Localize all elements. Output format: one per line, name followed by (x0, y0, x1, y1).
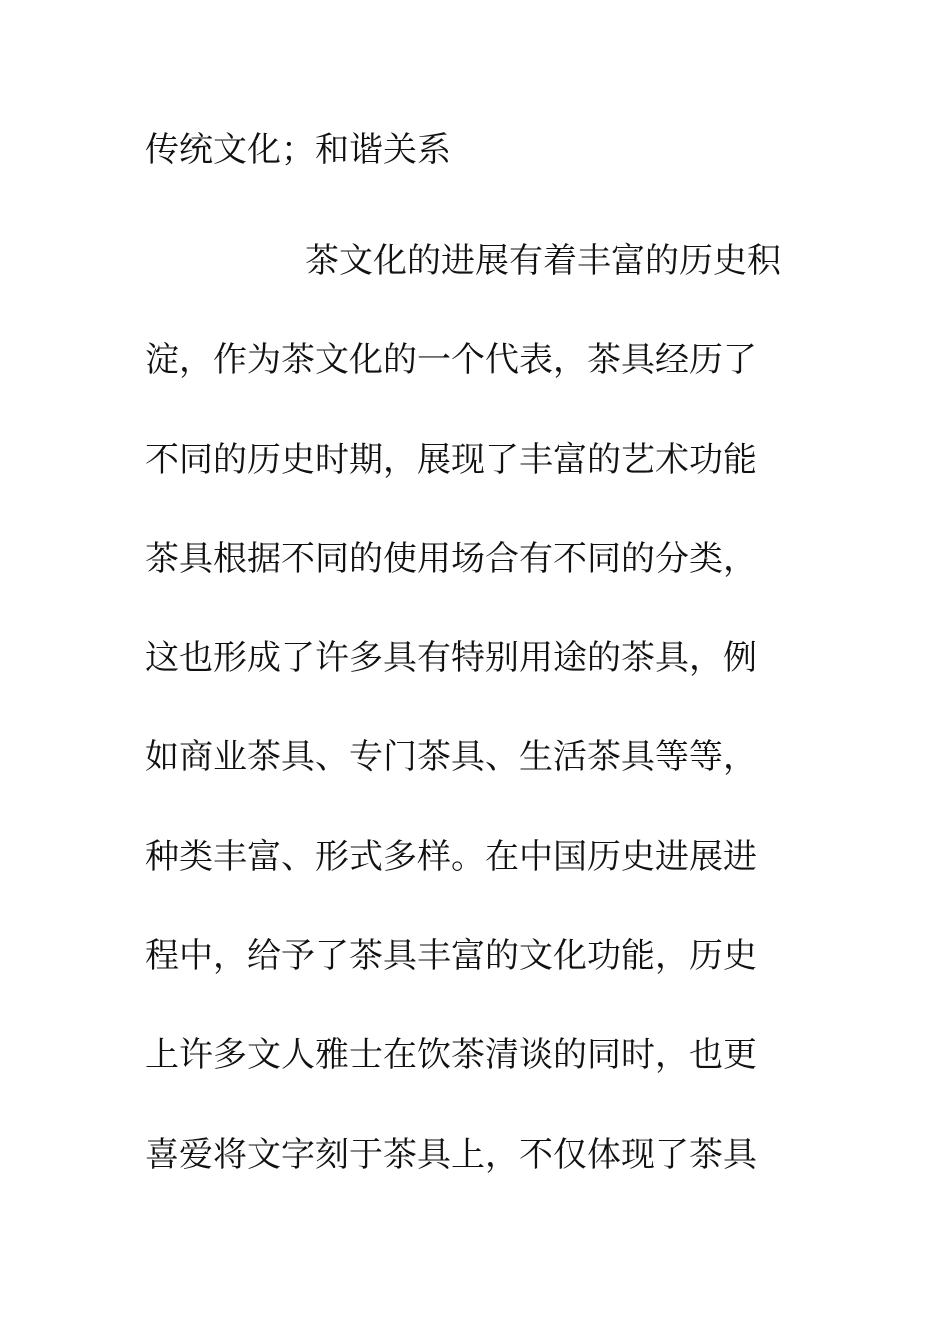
paragraph-line: 茶具根据不同的使用场合有不同的分类， (145, 538, 757, 579)
keywords-line: 传统文化；和谐关系 (145, 130, 451, 170)
paragraph-line: 上许多文人雅士在饮茶清谈的同时，也更 (145, 1035, 757, 1076)
paragraph-line: 茶文化的进展有着丰富的历史积 (305, 241, 781, 281)
paragraph-line: 不同的历史时期，展现了丰富的艺术功能 (145, 439, 757, 480)
body-paragraph (145, 212, 825, 1205)
paragraph-line: 程中，给予了茶具丰富的文化功能，历史 (145, 936, 757, 977)
paragraph-line: 如商业茶具、专门茶具、生活茶具等等， (145, 737, 757, 778)
paragraph-line: 这也形成了许多具有特别用途的茶具，例 (145, 638, 757, 679)
paragraph-line: 喜爱将文字刻于茶具上，不仅体现了茶具 (145, 1134, 757, 1175)
paragraph-line: 种类丰富、形式多样。在中国历史进展进 (145, 836, 757, 877)
paragraph-line: 淀，作为茶文化的一个代表，茶具经历了 (145, 340, 757, 381)
